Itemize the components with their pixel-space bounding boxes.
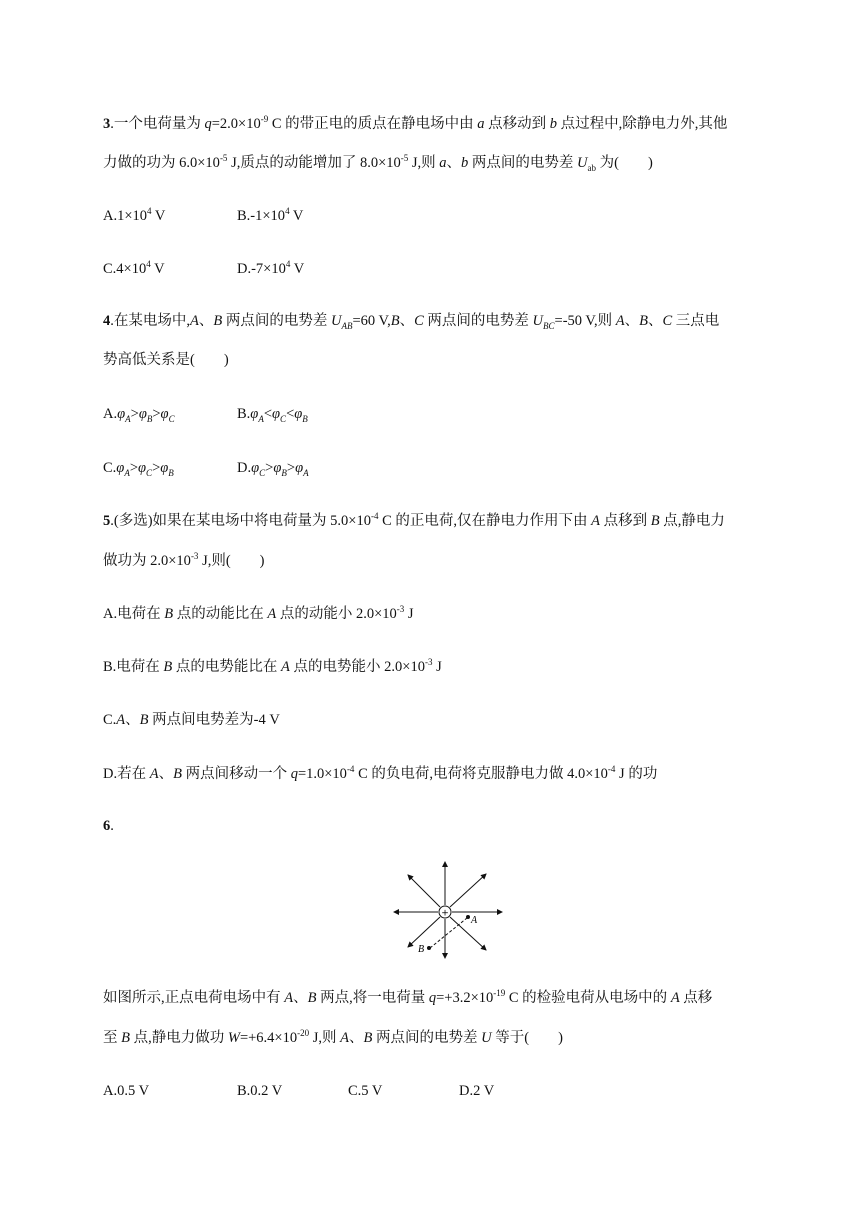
unit: V: [290, 261, 305, 277]
text: 如图所示,正点电荷电场中有: [103, 990, 285, 1006]
option-label: D.: [237, 460, 252, 476]
subscript: B: [168, 467, 174, 478]
text: 点移到: [600, 513, 651, 529]
q4-option-a[interactable]: [103, 404, 175, 424]
text: 两点间的电势差: [372, 1030, 482, 1046]
q4-option-b[interactable]: [237, 404, 308, 424]
var: A: [267, 606, 277, 622]
var: a: [477, 116, 485, 132]
field-line-downleft: [408, 917, 440, 947]
comparison-sign: >: [152, 406, 161, 422]
comparison-sign: >: [152, 460, 161, 476]
text: 点的电势能小 2.0×10: [289, 659, 425, 675]
option-text: C.4×10: [103, 261, 147, 277]
var: a: [439, 155, 447, 171]
var: b: [549, 116, 558, 132]
text: 、: [158, 766, 174, 782]
q6-option-d[interactable]: D.2 V: [459, 1083, 495, 1099]
text: 两点间的电势差: [222, 313, 331, 329]
question-number: 6: [103, 818, 111, 834]
question-number: 4: [103, 313, 111, 329]
q6-number-line: [103, 816, 114, 836]
text: D.若在: [103, 766, 150, 782]
option-text: A.1×10: [103, 208, 148, 224]
plus-sign: +: [441, 908, 449, 919]
text: .一个电荷量为: [110, 116, 205, 132]
text: 两点间的电势差: [468, 155, 578, 171]
q3-line-2: [103, 153, 653, 173]
var: U: [577, 155, 588, 171]
q3-option-d[interactable]: [237, 259, 304, 279]
option-label: B.: [237, 406, 251, 422]
text: 点过程中,除静电力外,其他: [557, 116, 728, 132]
option-text: D.-7×10: [237, 261, 286, 277]
q5-line-1: [103, 511, 725, 531]
var: A: [281, 659, 290, 675]
var: b: [461, 155, 469, 171]
subscript: C: [168, 413, 175, 424]
var: A: [591, 513, 600, 529]
text: =+3.2×10: [436, 990, 494, 1006]
potential-symbol: φ: [138, 460, 147, 476]
exponent: -4: [346, 764, 355, 775]
field-line-upright: [450, 874, 486, 907]
potential-symbol: φ: [250, 406, 259, 422]
potential-symbol: φ: [117, 406, 126, 422]
comparison-sign: <: [286, 406, 295, 422]
exponent: -5: [219, 153, 228, 164]
potential-symbol: φ: [138, 406, 147, 422]
comparison-sign: >: [129, 460, 139, 476]
subscript: C: [146, 467, 153, 478]
text: C 的带正电的质点在静电场中由: [268, 116, 478, 132]
subscript: BC: [543, 320, 555, 331]
text: 、: [399, 313, 415, 329]
subscript: B: [146, 413, 153, 424]
text: 为( ): [596, 155, 653, 171]
question-number: 5: [103, 513, 111, 529]
subscript: B: [281, 467, 287, 478]
q4-line-2: 势高低关系是( ): [103, 352, 229, 368]
exponent: 4: [147, 206, 152, 217]
option-text: B.-1×10: [237, 208, 286, 224]
potential-symbol: φ: [160, 460, 169, 476]
q6-line-1: [103, 988, 712, 1008]
q5-option-a[interactable]: [103, 604, 414, 624]
exponent: -20: [297, 1028, 310, 1039]
subscript: C: [280, 413, 287, 424]
comparison-sign: >: [130, 406, 139, 422]
subscript: AB: [341, 320, 353, 331]
var: A: [340, 1030, 350, 1046]
text: 、: [349, 1030, 364, 1046]
text: C 的正电荷,仅在静电力作用下由: [378, 513, 592, 529]
var: A: [670, 990, 680, 1006]
potential-symbol: φ: [251, 460, 260, 476]
potential-symbol: φ: [273, 460, 282, 476]
var: q: [290, 766, 298, 782]
var: C: [414, 313, 424, 329]
var: B: [163, 659, 173, 675]
unit: V: [151, 208, 166, 224]
point-a-dot: [466, 915, 470, 919]
text: J,则( ): [198, 553, 265, 569]
var: A: [190, 313, 199, 329]
potential-symbol: φ: [272, 406, 281, 422]
var: B: [639, 313, 648, 329]
exponent: -4: [370, 511, 379, 522]
text: 力做的功为 6.0×10: [103, 155, 220, 171]
text: A.电荷在: [103, 606, 165, 622]
exponent: -3: [424, 657, 433, 668]
text: 两点间电势差为-4 V: [148, 712, 280, 728]
var: q: [428, 990, 437, 1006]
var: B: [363, 1030, 373, 1046]
exponent: -3: [396, 604, 405, 615]
text: 至: [103, 1030, 122, 1046]
text: 点移动到: [484, 116, 550, 132]
subscript: A: [124, 467, 130, 478]
text: 点,静电力: [659, 513, 725, 529]
var: U: [330, 313, 342, 329]
text: J: [432, 659, 442, 675]
var: B: [650, 513, 660, 529]
field-lines-diagram: [392, 860, 506, 960]
field-line-downright: [450, 917, 486, 950]
comparison-sign: >: [286, 460, 296, 476]
comparison-sign: <: [263, 406, 273, 422]
field-line-upleft: [408, 875, 440, 907]
text: .在某电场中,: [110, 313, 190, 329]
var: U: [481, 1030, 492, 1046]
q6-option-c[interactable]: C.5 V: [348, 1083, 383, 1099]
text: J,则: [309, 1030, 341, 1046]
exponent: -19: [493, 988, 506, 999]
text: 两点间的电势差: [423, 313, 533, 329]
potential-symbol: φ: [294, 406, 303, 422]
text: 点的动能小 2.0×10: [276, 606, 397, 622]
text: 、: [198, 313, 214, 329]
var: A: [615, 313, 625, 329]
var: A: [149, 766, 159, 782]
text: =+6.4×10: [239, 1030, 298, 1046]
point-b-dot: [427, 946, 431, 950]
text: .(多选)如果在某电场中将电荷量为 5.0×10: [110, 513, 371, 529]
text: 等于( ): [491, 1030, 563, 1046]
exponent: 4: [285, 259, 291, 270]
var: A: [284, 990, 294, 1006]
text: =60 V,: [352, 313, 391, 329]
var: U: [532, 313, 543, 329]
exponent: -4: [607, 764, 616, 775]
label-a: A: [471, 915, 478, 926]
text: J,质点的动能增加了 8.0×10: [227, 155, 401, 171]
potential-symbol: φ: [295, 460, 304, 476]
comparison-sign: >: [265, 460, 274, 476]
var: B: [390, 313, 400, 329]
var: W: [227, 1030, 240, 1046]
var: B: [173, 766, 182, 782]
text: .: [110, 818, 114, 834]
text: =2.0×10: [211, 116, 261, 132]
text: C 的负电荷,电荷将克服静电力做 4.0×10: [354, 766, 608, 782]
text: 、: [624, 313, 640, 329]
subscript: B: [302, 413, 308, 424]
text: =-50 V,则: [554, 313, 616, 329]
text: 两点,将一电荷量: [316, 990, 429, 1006]
var: B: [213, 313, 223, 329]
q4-option-c[interactable]: [103, 458, 174, 478]
text: =1.0×10: [297, 766, 347, 782]
q5-option-b[interactable]: [103, 657, 442, 677]
electric-field-figure: [392, 860, 506, 960]
text: B.电荷在: [103, 659, 164, 675]
potential-symbol: φ: [116, 460, 125, 476]
text: 两点间移动一个: [181, 766, 291, 782]
subscript: A: [303, 467, 309, 478]
q5-line-2: [103, 551, 265, 571]
text: 点移: [679, 990, 713, 1006]
text: 三点电: [672, 313, 720, 329]
exponent: -3: [190, 551, 199, 562]
text: J 的功: [615, 766, 658, 782]
q5-option-d[interactable]: [103, 764, 657, 784]
q3-option-c[interactable]: [103, 259, 165, 279]
q6-option-a[interactable]: A.0.5 V: [103, 1083, 150, 1099]
text: J,则: [408, 155, 440, 171]
path-a-to-b: [430, 918, 467, 948]
label-b: B: [418, 944, 425, 955]
question-number: 3: [103, 116, 111, 132]
exponent: 4: [146, 259, 151, 270]
q6-line-2: [103, 1028, 563, 1048]
subscript: C: [259, 467, 266, 478]
exponent: -5: [400, 153, 409, 164]
option-label: C.: [103, 460, 117, 476]
text: C.: [103, 712, 117, 728]
q3-option-a[interactable]: [103, 206, 165, 226]
text: 点的动能比在: [173, 606, 268, 622]
text: 、: [647, 313, 663, 329]
q3-option-b[interactable]: [237, 206, 303, 226]
var: B: [307, 990, 317, 1006]
exponent: -9: [260, 114, 269, 125]
var: A: [116, 712, 126, 728]
text: 、: [293, 990, 308, 1006]
var: q: [204, 116, 212, 132]
text: 点的电势能比在: [172, 659, 282, 675]
var: C: [662, 313, 673, 329]
text: C 的检验电荷从电场中的: [505, 990, 671, 1006]
text: 做功为 2.0×10: [103, 553, 191, 569]
text: J: [404, 606, 414, 622]
q4-option-d[interactable]: [237, 458, 309, 478]
exponent: 4: [285, 206, 290, 217]
q5-option-c[interactable]: [103, 710, 280, 730]
option-label: A.: [103, 406, 118, 422]
var: B: [139, 712, 149, 728]
var: B: [164, 606, 174, 622]
q4-line-1: [103, 311, 719, 331]
unit: V: [289, 208, 304, 224]
potential-symbol: φ: [160, 406, 169, 422]
subscript: A: [258, 413, 264, 424]
subscript: ab: [587, 162, 597, 173]
text: 、: [125, 712, 140, 728]
q3-line-1: [103, 114, 727, 134]
text: 点,静电力做功: [129, 1030, 228, 1046]
subscript: A: [125, 413, 131, 424]
unit: V: [150, 261, 165, 277]
q6-option-b[interactable]: B.0.2 V: [237, 1083, 283, 1099]
var: B: [121, 1030, 130, 1046]
text: 、: [446, 155, 462, 171]
